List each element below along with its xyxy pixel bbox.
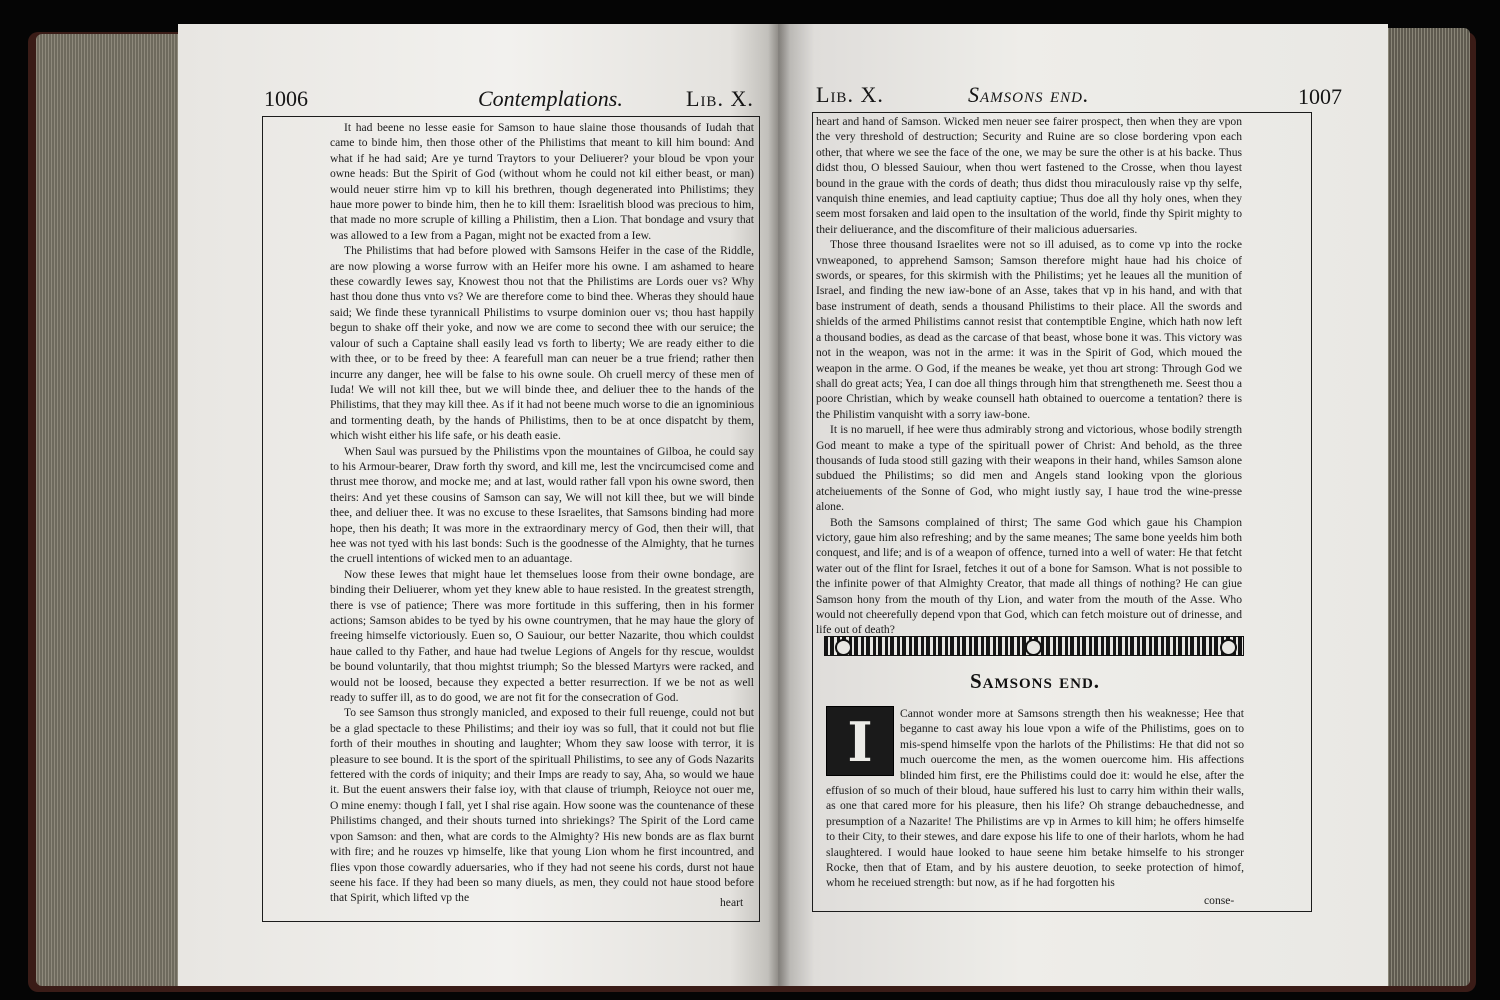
left-catchword: heart	[720, 896, 744, 909]
drop-cap-spacer	[826, 706, 900, 778]
left-paragraph: When Saul was pursued by the Philistims vpon the mountaines of Gilboa, he could say to his Armour-bearer, Draw forth thy sword, and kill me, lest the vncircumcised come and thrust mee thorow, and mocke me; and at last, would rather fall vpon his owne sword, then theirs: And yet these cousins of Samson can say, We will not kill thee, but we will binde thee, and deliuer thee. It was no excuse to these Israelites, that Samsons binding had more hope, then his death; It was more in the extraordinary mercy of God, then their will, that hee was not tyed with his last bonds: Such is the goodnesse of the Almighty, that he turnes the cruell intentions of wicked men to an aduantage.	[330, 444, 754, 566]
left-page-number: 1006	[264, 86, 308, 111]
chapter-ornament-band	[824, 636, 1244, 656]
left-book-label: Lib. X.	[686, 86, 754, 111]
left-page-edges	[36, 34, 182, 986]
knot-ornament-icon	[835, 639, 852, 656]
right-running-title: Samsons end.	[968, 82, 1090, 107]
right-catchword: conse-	[1204, 894, 1235, 907]
right-paragraph: Those three thousand Israelites were not so ill aduised, as to come vp into the rocke vnweaponed, to apprehend Samson; Samson therefore might haue had his choice of swords, or speares, for this skirmish with the Philistims; yet he leaues all the munition of Israel, and finding the new iaw-bone of an Asse, takes that vp in his hand, and with that base instrument of death, sends a thousand Philistims to their place. All the swords and shields of the armed Philistims cannot resist that contemptible Engine, which hath now left a thousand bodies, as dead as the carcase of that beast, whose bone it was. This victory was not in the weapon, was not in the arme: it was in the Spirit of God, which moued the weapon in the arme. O God, if the meanes be weake, yet thou art strong: Through God we shall do great acts; Yea, I can doe all things through him that strengtheneth me. Seest thou a poore Christian, which by weake counsell hath obtained to ouercome a tentation? there is the Philistim vanquisht with a sorry iaw-bone.	[816, 238, 1242, 421]
right-text-block-bottom	[826, 706, 1244, 902]
chapter-title: Samsons end.	[970, 669, 1101, 693]
right-page-edges	[1382, 28, 1470, 986]
right-paragraph: Both the Samsons complained of thirst; The same God which gaue his Champion victory, gaue him also refreshing; and by the same meanes; The same bone yeelds him both conquest, and life; and is of a weapon of offence, turned into a well of water: He that fetcht water out of the flint for Israel, fetches it out of a bone for Samson. What is not possible to the infinite power of that Almighty Creator, that made all things of nothing? He can giue Samson hony from the mouth of thy Lion, and water from the mouth of the Asse. Who would not cheerefully depend vpon that God, which can fetch moisture out of drinesse, and life out of death?	[816, 515, 1242, 637]
right-text-block-top	[816, 114, 1242, 646]
book-gutter	[768, 24, 790, 986]
left-paragraph: It had beene no lesse easie for Samson to haue slaine those thousands of Iudah that came to binde him, then those other of the Philistims that meant to kill him bound: And what if he had said; Are ye turnd Traytors to your Deliuerer? your bloud be vpon your owne heads: But the Spirit of God (without whom he could not kil either beast, or man) would neuer stirre him vp to kill his brethren, though degenerated into Philistims; they haue more power to binde him, then he to kill them: Israelitish blood was precious to him, that made no more scruple of killing a Philistim, then a Lion. That bondage and vsury that was allowed to a Iew from a Pagan, might not be exacted from a Iew.	[330, 121, 754, 242]
chapter-opening-paragraph: Cannot wonder more at Samsons strength then his weaknesse; Hee that beganne to cast away his loue vpon a wife of the Philistims, goes on to mis-spend himselfe vpon the harlots of the Philistims: He that did not so much ouercome the men, as the women ouercome him. His affections blinded him first, ere the Philistims could doe it: would he else, after the effusion of so much of their bloud, haue suffered his lust to carry him within their walls, as one that cared more for his pleasure, then his life? Oh strange debauchednesse, and presumption of a Nazarite! The Philistims are vp in Armes to kill him; he offers himselfe to their City, to their stewes, and dare expose his life to one of their harlots, whom he had slaughtered. I would haue looked to haue seene him betake himselfe to his stronger Rocke, then that of Etam, and by his austere deuotion, to seeke protection of himof, whom he receiued strength: but now, as if he had forgotten his	[826, 707, 1244, 890]
left-paragraph: The Philistims that had before plowed with Samsons Heifer in the case of the Riddle, are now plowing a worse furrow with an Heifer more his owne. I am ashamed to heare these cowardly Iewes say, Knowest thou not that the Philistims are Lords ouer vs? Why hast thou done thus vnto vs? We are therefore come to bind thee. Wheras they should haue said; We finde these tyrannicall Philistims to vsurpe dominion ouer vs; thou hast happily begun to shake off their yoke, and now we are come to second thee with our seruice; the valour of such a Captaine shall easily lead vs forth to liberty; We are ready either to die with thee, or to be freed by thee: A fearefull man can neuer be a true friend; rather then incurre any danger, hee will be false to his owne soule. Oh cruell mercy of these men of Iuda! We will not kill thee, but we will binde thee, and deliuer thee to the hands of the Philistims, that they may kill thee. As if it had not beene much worse to die an ignominious and tormenting death, by the hands of Philistims, then to be at once dispatcht by them, which wisht either his life safe, or his death easie.	[330, 244, 754, 443]
drop-cap-letter: I	[847, 710, 873, 774]
right-paragraph: heart and hand of Samson. Wicked men neuer see fairer prospect, then when they are vpon the very threshold of destruction; Security and Ruine are so close bordering vpon each other, that where we see the face of the one, we may be sure the other is at his backe. Thus didst thou, O blessed Sauiour, when thou wert fastened to the Crosse, when thou layest bound in the graue with the cords of death; thus didst thou miraculously raise vp thy selfe, vanquish thine enemies, and lead captiuity captiue; Thus doe all thy holy ones, when they seem most forsaken and laid open to the insultation of the world, finde thy Spirit mighty to their deliuerance, and the discomfiture of their malicious aduersaries.	[816, 115, 1242, 236]
knot-ornament-icon	[1220, 639, 1237, 656]
left-text-block	[330, 120, 754, 916]
left-paragraph: Now these Iewes that might haue let themselues loose from their owne bondage, are binding their Deliuerer, whom yet they knew able to haue resisted. In the greatest strength, there is vse of patience; There was more fortitude in this suffering, then in his former actions; Samson abides to be tyed by his owne countrymen, that he may haue the glory of freeing himselfe victoriously. Euen so, O Sauiour, our better Nazarite, thou which couldst haue called to thy Father, and haue had twelue Legions of Angels for thy rescue, wouldst be bound voluntarily, that thou mightst triumph; So the blessed Martyrs were racked, and would not be loosed, because they expected a better resurrection. If we be not as well ready to suffer ill, as to do good, we are not fit for the consecration of God.	[330, 567, 754, 705]
right-paragraph: It is no maruell, if hee were thus admirably strong and victorious, whose bodily strength God meant to make a type of the spirituall power of Christ: And behold, as the three thousands of Iuda stood still gazing with their weapons in their hand, whiles Samson alone subdued the Philistims; so did men and Angels stand looking vpon the glorious atcheiuements of the Sonne of God, who might iustly say, I haue trod the wine-presse alone.	[816, 423, 1242, 514]
left-page	[178, 24, 778, 986]
left-paragraph: To see Samson thus strongly manicled, and exposed to their full reuenge, could not but be a glad spectacle to these Philistims; and their ioy was so full, that it could not but flie forth of their mouthes in shouting and laughter; Whom they saw loose with terror, it is pleasure to see bound. It is the sport of the spirituall Philistims, to see any of Gods Nazarits fettered with the cords of iniquity; and their Imps are ready to say, Aha, so would we haue it. But the euent answers their false ioy, with that clause of triumph, Reioyce not ouer me, O mine enemy: though I fall, yet I shal rise again. How soone was the countenance of these Philistims changed, and their shouts turned into shriekings? The Spirit of the Lord came vpon Samson: and then, what are cords to the Almighty? His new bonds are as flax burnt with fire; and he rouzes vp himselfe, like that young Lion whom he first incountred, and flies vpon those cowardly aduersaries, who if they had not seene his cords, durst not haue seene his face. If they had been so many diuels, as men, they could not haue stood before that Spirit, which lifted vp the	[330, 706, 754, 905]
right-page-number: 1007	[1298, 84, 1342, 109]
right-page	[778, 24, 1388, 986]
knot-ornament-icon	[1025, 639, 1042, 656]
left-running-title: Contemplations.	[478, 86, 623, 111]
right-book-label: Lib. X.	[816, 82, 884, 107]
